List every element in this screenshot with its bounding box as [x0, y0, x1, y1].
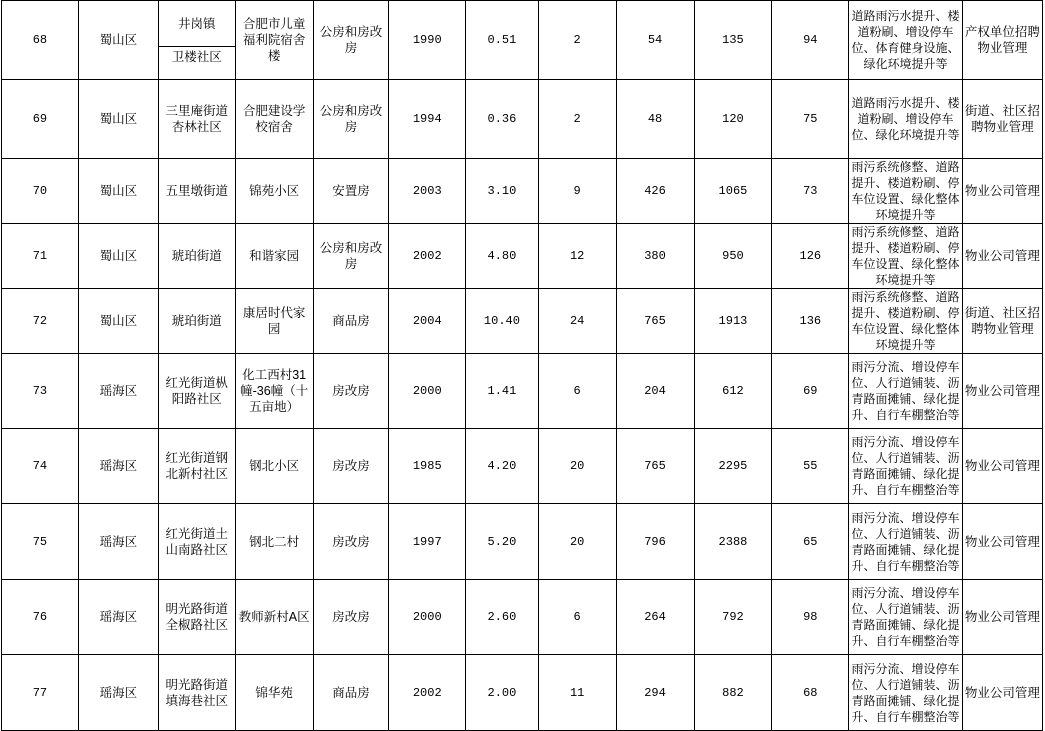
table-row — [2, 504, 1043, 580]
year-cell: 1997 — [389, 504, 466, 580]
table-row — [2, 289, 1043, 354]
buildings-cell: 12 — [538, 224, 616, 289]
street-cell — [158, 1, 235, 80]
population-cell: 1065 — [694, 159, 772, 224]
area-cell: 2.00 — [466, 655, 539, 731]
street-cell: 三里庵街道杏林社区 — [158, 80, 235, 159]
row-number: 72 — [2, 289, 79, 354]
district-cell: 瑶海区 — [78, 504, 158, 580]
area-cell: 0.51 — [466, 1, 539, 80]
area-cell: 1.41 — [466, 354, 539, 429]
buildings-cell: 20 — [538, 429, 616, 504]
housing-type-cell: 公房和房改房 — [313, 80, 389, 159]
estate-name-cell: 和谐家园 — [235, 224, 313, 289]
area-cell: 4.80 — [466, 224, 539, 289]
row-number: 77 — [2, 655, 79, 731]
district-cell: 瑶海区 — [78, 580, 158, 655]
management-cell: 街道、社区招聘物业管理 — [962, 80, 1042, 159]
housing-type-cell: 房改房 — [313, 429, 389, 504]
estate-name-cell: 化工西村31幢-36幢（十五亩地） — [235, 354, 313, 429]
row-number: 73 — [2, 354, 79, 429]
population-cell: 950 — [694, 224, 772, 289]
table-row — [2, 354, 1043, 429]
year-cell: 2002 — [389, 655, 466, 731]
cost-cell: 98 — [772, 580, 849, 655]
measures-cell: 雨污分流、增设停车位、人行道铺装、沥青路面摊铺、绿化提升、自行车棚整治等 — [849, 504, 963, 580]
district-cell: 蜀山区 — [78, 289, 158, 354]
estate-name-cell: 锦华苑 — [235, 655, 313, 731]
cost-cell: 75 — [772, 80, 849, 159]
households-cell: 48 — [616, 80, 694, 159]
table-row — [2, 159, 1043, 224]
year-cell: 2000 — [389, 580, 466, 655]
households-cell: 426 — [616, 159, 694, 224]
estate-name-cell: 康居时代家园 — [235, 289, 313, 354]
year-cell: 2004 — [389, 289, 466, 354]
estate-name-cell: 合肥市儿童福利院宿舍楼 — [235, 1, 313, 80]
district-cell: 蜀山区 — [78, 159, 158, 224]
population-cell: 135 — [694, 1, 772, 80]
buildings-cell: 6 — [538, 580, 616, 655]
community-label: 卫楼社区 — [158, 46, 235, 65]
households-cell: 204 — [616, 354, 694, 429]
renovation-table — [1, 0, 1043, 731]
estate-name-cell: 钢北小区 — [235, 429, 313, 504]
buildings-cell: 2 — [538, 80, 616, 159]
cost-cell: 73 — [772, 159, 849, 224]
households-cell: 765 — [616, 429, 694, 504]
housing-type-cell: 公房和房改房 — [313, 1, 389, 80]
area-cell: 10.40 — [466, 289, 539, 354]
housing-type-cell: 商品房 — [313, 655, 389, 731]
district-cell: 瑶海区 — [78, 655, 158, 731]
management-cell: 产权单位招聘物业管理 — [962, 1, 1042, 80]
housing-type-cell: 安置房 — [313, 159, 389, 224]
area-cell: 0.36 — [466, 80, 539, 159]
population-cell: 2295 — [694, 429, 772, 504]
buildings-cell: 20 — [538, 504, 616, 580]
cost-cell: 136 — [772, 289, 849, 354]
management-cell: 街道、社区招聘物业管理 — [962, 289, 1042, 354]
year-cell: 1990 — [389, 1, 466, 80]
area-cell: 2.60 — [466, 580, 539, 655]
street-cell: 琥珀街道 — [158, 224, 235, 289]
management-cell: 物业公司管理 — [962, 580, 1042, 655]
year-cell: 2000 — [389, 354, 466, 429]
management-cell: 物业公司管理 — [962, 224, 1042, 289]
measures-cell: 雨污分流、增设停车位、人行道铺装、沥青路面摊铺、绿化提升、自行车棚整治等 — [849, 580, 963, 655]
row-number: 76 — [2, 580, 79, 655]
row-number: 75 — [2, 504, 79, 580]
housing-type-cell: 房改房 — [313, 354, 389, 429]
table-row — [2, 1, 1043, 80]
buildings-cell: 6 — [538, 354, 616, 429]
cost-cell: 65 — [772, 504, 849, 580]
street-cell: 明光路街道填海巷社区 — [158, 655, 235, 731]
cost-cell: 126 — [772, 224, 849, 289]
table-row — [2, 224, 1043, 289]
year-cell: 2002 — [389, 224, 466, 289]
housing-type-cell: 房改房 — [313, 504, 389, 580]
measures-cell: 雨污分流、增设停车位、人行道铺装、沥青路面摊铺、绿化提升、自行车棚整治等 — [849, 354, 963, 429]
area-cell: 4.20 — [466, 429, 539, 504]
population-cell: 2388 — [694, 504, 772, 580]
housing-type-cell: 公房和房改房 — [313, 224, 389, 289]
measures-cell: 雨污系统修整、道路提升、楼道粉刷、停车位设置、绿化整体环境提升等 — [849, 159, 963, 224]
households-cell: 796 — [616, 504, 694, 580]
housing-type-cell: 商品房 — [313, 289, 389, 354]
estate-name-cell: 教师新村A区 — [235, 580, 313, 655]
table-row — [2, 655, 1043, 731]
town-label: 井岗镇 — [178, 16, 216, 31]
district-cell: 瑶海区 — [78, 354, 158, 429]
street-cell: 五里墩街道 — [158, 159, 235, 224]
buildings-cell: 24 — [538, 289, 616, 354]
district-cell: 蜀山区 — [78, 1, 158, 80]
management-cell: 物业公司管理 — [962, 504, 1042, 580]
row-number: 69 — [2, 80, 79, 159]
district-cell: 蜀山区 — [78, 80, 158, 159]
management-cell: 物业公司管理 — [962, 655, 1042, 731]
row-number: 71 — [2, 224, 79, 289]
street-cell: 琥珀街道 — [158, 289, 235, 354]
year-cell: 1985 — [389, 429, 466, 504]
households-cell: 294 — [616, 655, 694, 731]
population-cell: 120 — [694, 80, 772, 159]
district-cell: 蜀山区 — [78, 224, 158, 289]
cost-cell: 68 — [772, 655, 849, 731]
row-number: 74 — [2, 429, 79, 504]
table-row — [2, 80, 1043, 159]
street-cell: 红光街道土山南路社区 — [158, 504, 235, 580]
households-cell: 54 — [616, 1, 694, 80]
table-row — [2, 580, 1043, 655]
population-cell: 882 — [694, 655, 772, 731]
area-cell: 3.10 — [466, 159, 539, 224]
year-cell: 2003 — [389, 159, 466, 224]
households-cell: 264 — [616, 580, 694, 655]
buildings-cell: 2 — [538, 1, 616, 80]
cost-cell: 55 — [772, 429, 849, 504]
district-cell: 瑶海区 — [78, 429, 158, 504]
measures-cell: 雨污分流、增设停车位、人行道铺装、沥青路面摊铺、绿化提升、自行车棚整治等 — [849, 429, 963, 504]
row-number: 70 — [2, 159, 79, 224]
population-cell: 612 — [694, 354, 772, 429]
housing-type-cell: 房改房 — [313, 580, 389, 655]
street-cell: 红光街道枞阳路社区 — [158, 354, 235, 429]
buildings-cell: 11 — [538, 655, 616, 731]
households-cell: 765 — [616, 289, 694, 354]
measures-cell: 雨污系统修整、道路提升、楼道粉刷、停车位设置、绿化整体环境提升等 — [849, 289, 963, 354]
street-cell: 红光街道钢北新村社区 — [158, 429, 235, 504]
cost-cell: 94 — [772, 1, 849, 80]
measures-cell: 道路雨污水提升、楼道粉刷、增设停车位、绿化环境提升等 — [849, 80, 963, 159]
estate-name-cell: 合肥建设学校宿舍 — [235, 80, 313, 159]
area-cell: 5.20 — [466, 504, 539, 580]
management-cell: 物业公司管理 — [962, 159, 1042, 224]
table-row — [2, 429, 1043, 504]
measures-cell: 雨污分流、增设停车位、人行道铺装、沥青路面摊铺、绿化提升、自行车棚整治等 — [849, 655, 963, 731]
estate-name-cell: 锦苑小区 — [235, 159, 313, 224]
measures-cell: 雨污系统修整、道路提升、楼道粉刷、停车位设置、绿化整体环境提升等 — [849, 224, 963, 289]
cost-cell: 69 — [772, 354, 849, 429]
measures-cell: 道路雨污水提升、楼道粉刷、增设停车位、体育健身设施、绿化环境提升等 — [849, 1, 963, 80]
population-cell: 1913 — [694, 289, 772, 354]
population-cell: 792 — [694, 580, 772, 655]
estate-name-cell: 钢北二村 — [235, 504, 313, 580]
management-cell: 物业公司管理 — [962, 429, 1042, 504]
row-number: 68 — [2, 1, 79, 80]
year-cell: 1994 — [389, 80, 466, 159]
management-cell: 物业公司管理 — [962, 354, 1042, 429]
street-cell: 明光路街道全椒路社区 — [158, 580, 235, 655]
households-cell: 380 — [616, 224, 694, 289]
buildings-cell: 9 — [538, 159, 616, 224]
